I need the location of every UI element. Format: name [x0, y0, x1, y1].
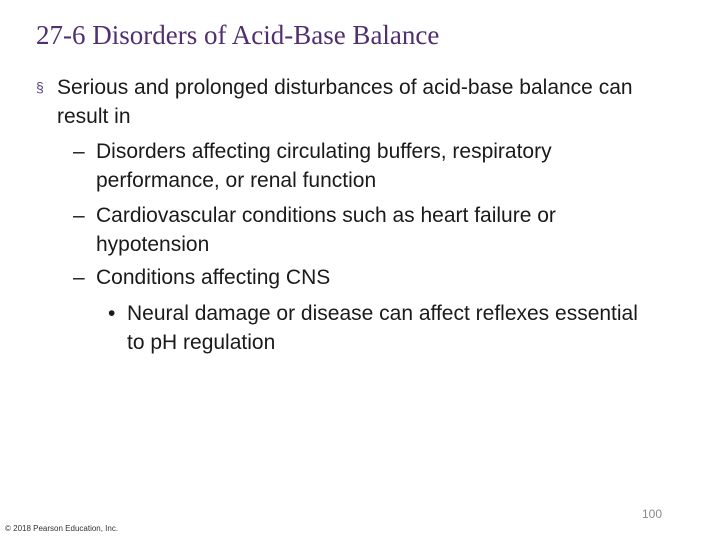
- sub-bullet-text: Cardiovascular conditions such as heart failure or hypotension: [96, 204, 556, 256]
- sub-bullet-circulating-buffers: [73, 137, 653, 195]
- main-bullet-text: Serious and prolonged disturbances of acid-base balance can result in: [57, 76, 633, 128]
- slide-title: 27-6 Disorders of Acid-Base Balance: [36, 20, 440, 50]
- detail-bullet-neural-damage: [108, 299, 648, 357]
- detail-bullet-text: Neural damage or disease can affect reflexes essential to pH regulation: [127, 302, 638, 354]
- sub-bullet-cns: [73, 263, 653, 292]
- sub-bullet-cardiovascular: [73, 201, 653, 259]
- dash-bullet-icon: –: [73, 266, 85, 289]
- dash-bullet-icon: –: [73, 140, 85, 163]
- sub-bullet-text: Conditions affecting CNS: [96, 266, 331, 289]
- square-bullet-icon: §: [36, 79, 44, 95]
- page-number: 100: [641, 507, 662, 521]
- main-bullet-point: [36, 73, 686, 131]
- dash-bullet-icon: –: [73, 204, 85, 227]
- copyright-notice: © 2018 Pearson Education, Inc.: [5, 524, 119, 533]
- sub-bullet-text: Disorders affecting circulating buffers, respiratory performance, or renal function: [96, 140, 552, 192]
- dot-bullet-icon: •: [108, 302, 116, 325]
